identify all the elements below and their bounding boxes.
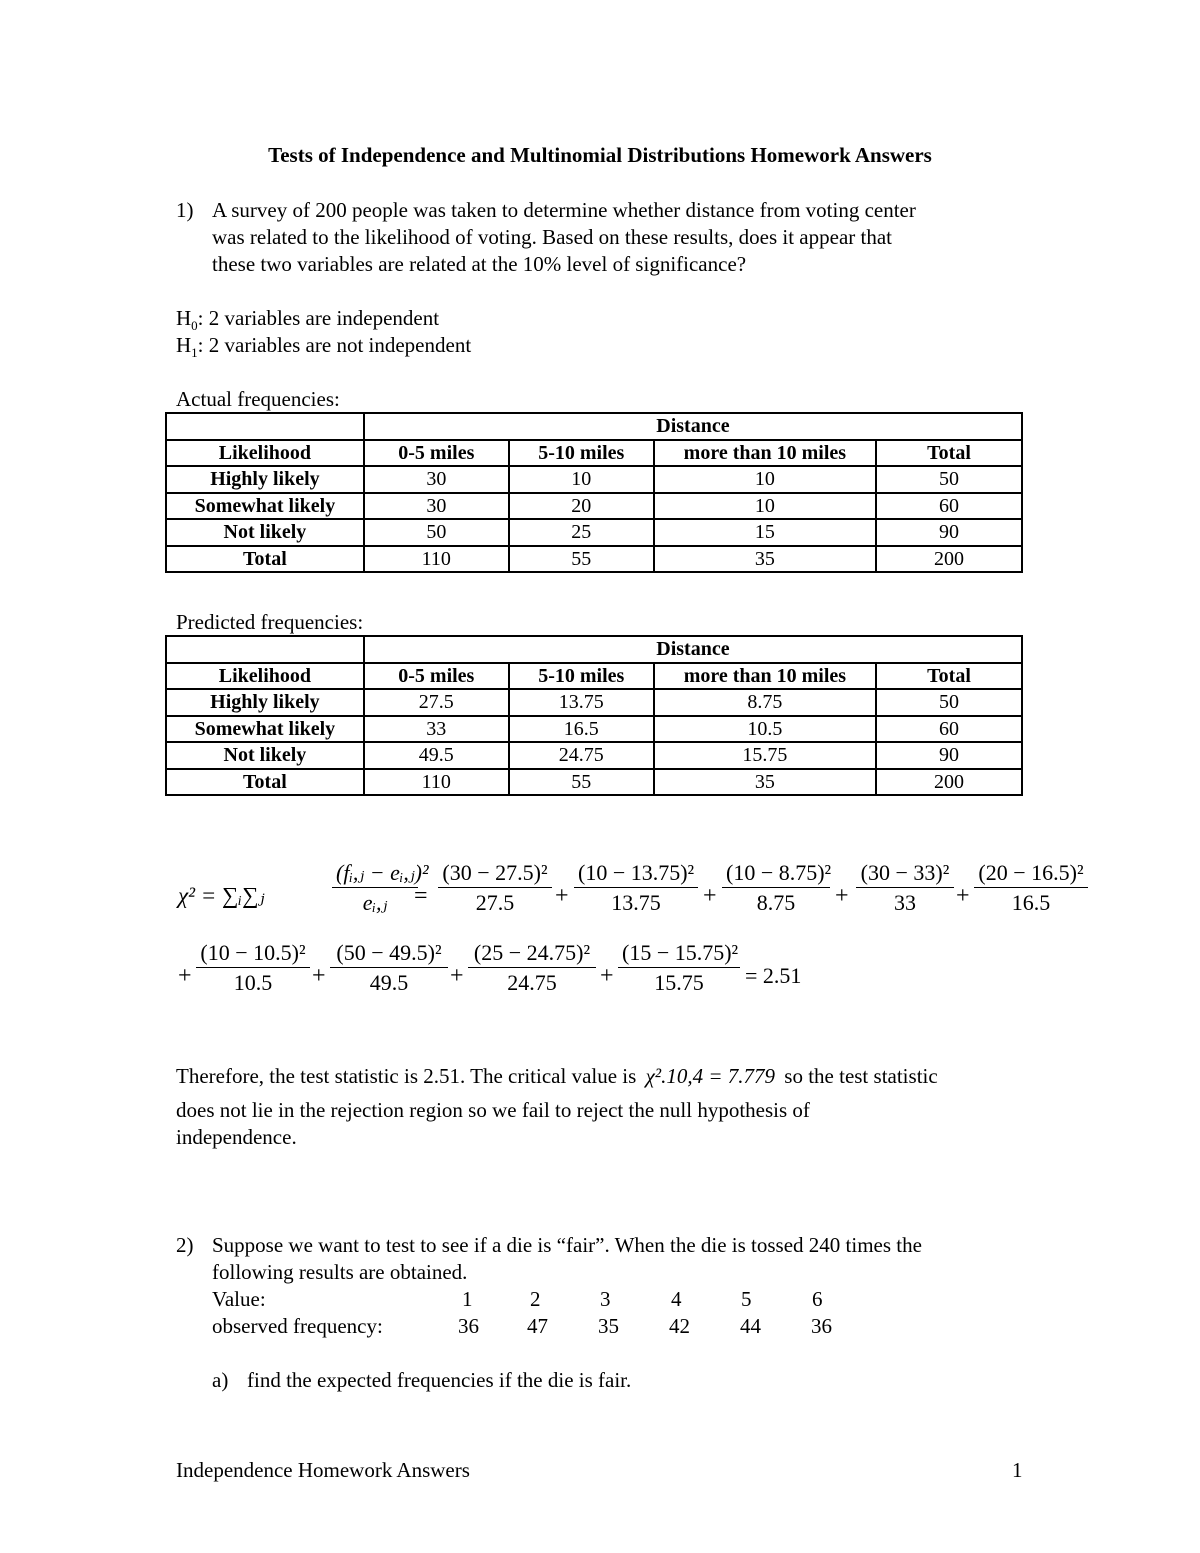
fraction-term: [330, 940, 448, 996]
plus-sign: +: [178, 963, 192, 989]
table-cell: 8.75: [654, 689, 876, 716]
table-cell: 200: [876, 546, 1022, 573]
fraction-bar: [722, 887, 830, 888]
fraction-term: [574, 860, 698, 916]
fraction-general: [332, 860, 429, 916]
table-cell: 13.75: [509, 689, 654, 716]
fraction-denominator: 24.75: [507, 970, 557, 995]
table-row: [166, 742, 1022, 769]
observed-frequency: 47: [527, 1314, 548, 1338]
table-header-row: [166, 413, 1022, 440]
table-cell: 27.5: [364, 689, 509, 716]
table-row: [166, 716, 1022, 743]
table-cell: 10: [654, 493, 876, 520]
critical-value: χ².10,4 = 7.779: [645, 1064, 776, 1088]
die-value: 5: [741, 1287, 752, 1311]
table-cell: 24.75: [509, 742, 654, 769]
fraction-numerator: (10 − 10.5)²: [200, 940, 306, 965]
fraction-term: [438, 860, 552, 916]
column-header: 5-10 miles: [509, 440, 654, 467]
table-cell: 50: [876, 689, 1022, 716]
table-cell: 30: [364, 493, 509, 520]
column-header: Total: [876, 440, 1022, 467]
die-value: 2: [530, 1287, 541, 1311]
actual-frequencies-table: [165, 412, 1023, 573]
table-header-row: [166, 663, 1022, 690]
fraction-denominator: 49.5: [369, 970, 409, 995]
part-a-label: a): [212, 1368, 229, 1392]
question-1-text: [212, 197, 1032, 278]
table-cell: 10: [654, 466, 876, 493]
column-header: more than 10 miles: [654, 663, 876, 690]
table-row: [166, 519, 1022, 546]
column-header: 0-5 miles: [364, 440, 509, 467]
die-value: 6: [812, 1287, 823, 1311]
fraction-denominator: 8.75: [756, 890, 796, 915]
column-header: 5-10 miles: [509, 663, 654, 690]
row-label: observed frequency:: [212, 1314, 383, 1338]
plus-sign: +: [450, 963, 464, 989]
distance-group-header: Distance: [364, 636, 1022, 663]
plus-sign: +: [312, 963, 326, 989]
fraction-bar: [856, 887, 954, 888]
table-row: [166, 546, 1022, 573]
fraction-numerator: (30 − 27.5)²: [442, 860, 548, 885]
question-1-line: these two variables are related at the 10% level of significance?: [212, 252, 747, 276]
fraction-numerator: (15 − 15.75)²: [622, 940, 739, 965]
question-2-number: 2): [176, 1233, 194, 1257]
fraction-bar: [330, 967, 448, 968]
fraction-term: [856, 860, 954, 916]
fraction-denominator: 10.5: [233, 970, 273, 995]
column-header: more than 10 miles: [654, 440, 876, 467]
plus-sign: +: [956, 883, 970, 909]
table-header-row: [166, 636, 1022, 663]
fraction-bar: [332, 887, 418, 888]
die-value-row: [0, 1286, 1200, 1313]
plus-sign: +: [555, 883, 569, 909]
column-header: 0-5 miles: [364, 663, 509, 690]
conclusion-line-3: independence.: [176, 1125, 297, 1149]
table-row: [166, 493, 1022, 520]
distance-group-header: Distance: [364, 413, 1022, 440]
conclusion-line-1: [176, 1063, 938, 1090]
fraction-bar: [974, 887, 1088, 888]
row-header: Somewhat likely: [166, 716, 364, 743]
fraction-numerator: (10 − 13.75)²: [578, 860, 695, 885]
row-header: Not likely: [166, 519, 364, 546]
table-cell: 49.5: [364, 742, 509, 769]
table-cell: 60: [876, 493, 1022, 520]
conclusion-line-2: does not lie in the rejection region so we fail to reject the null hypothesis of: [176, 1098, 810, 1122]
row-header: Highly likely: [166, 689, 364, 716]
conclusion-text: Therefore, the test statistic is 2.51. The critical value is: [176, 1064, 637, 1088]
formula-lhs: χ² = ∑ᵢ∑ⱼ: [178, 883, 265, 908]
formula-result: = 2.51: [745, 963, 802, 988]
conclusion-text: so the test statistic: [784, 1064, 938, 1088]
fraction-numerator: (30 − 33)²: [860, 860, 950, 885]
actual-frequencies-caption: Actual frequencies:: [176, 387, 340, 411]
fraction-denominator: 15.75: [654, 970, 704, 995]
observed-frequency: 36: [811, 1314, 832, 1338]
question-1-number: 1): [176, 198, 194, 222]
row-header: Total: [166, 769, 364, 796]
table-header-row: [166, 440, 1022, 467]
table-row: [166, 689, 1022, 716]
hypothesis-alternative: $H_1$: 2 variables are not independent: [176, 333, 472, 361]
plus-sign: +: [835, 883, 849, 909]
question-2-line: Suppose we want to test to see if a die is “fair”. When the die is tossed 240 times the: [212, 1233, 922, 1257]
fraction-bar: [196, 967, 310, 968]
table-row: [166, 769, 1022, 796]
question-2-line: following results are obtained.: [212, 1260, 468, 1284]
row-header: Total: [166, 546, 364, 573]
table-cell: 90: [876, 519, 1022, 546]
fraction-denominator: 16.5: [1011, 890, 1051, 915]
fraction-bar: [438, 887, 552, 888]
equals-sign: =: [414, 883, 428, 909]
table-cell: 20: [509, 493, 654, 520]
fraction-numerator: (20 − 16.5)²: [978, 860, 1084, 885]
die-value: 1: [462, 1287, 473, 1311]
observed-frequency: 36: [458, 1314, 479, 1338]
table-cell: 55: [509, 546, 654, 573]
table-cell: 10: [509, 466, 654, 493]
fraction-bar: [468, 967, 596, 968]
fraction-term: [196, 940, 310, 996]
table-cell: 33: [364, 716, 509, 743]
question-1-line: A survey of 200 people was taken to determine whether distance from voting center: [212, 198, 916, 222]
predicted-frequencies-caption: Predicted frequencies:: [176, 610, 364, 634]
table-cell: 200: [876, 769, 1022, 796]
table-cell: 60: [876, 716, 1022, 743]
fraction-term: [468, 940, 596, 996]
table-cell: 15: [654, 519, 876, 546]
plus-sign: +: [703, 883, 717, 909]
observed-frequency: 44: [740, 1314, 761, 1338]
fraction-numerator: (25 − 24.75)²: [473, 940, 591, 965]
table-cell: 16.5: [509, 716, 654, 743]
observed-frequency: 35: [598, 1314, 619, 1338]
table-cell: 30: [364, 466, 509, 493]
table-cell: 50: [876, 466, 1022, 493]
die-value: 4: [671, 1287, 682, 1311]
table-cell: 35: [654, 769, 876, 796]
fraction-numerator: (50 − 49.5)²: [336, 940, 442, 965]
row-label: Value:: [212, 1287, 266, 1311]
footer-title: Independence Homework Answers: [176, 1458, 470, 1482]
page-number: 1: [1012, 1458, 1023, 1482]
column-header: Likelihood: [166, 440, 364, 467]
question-2-text: [212, 1232, 1052, 1286]
part-a-text: find the expected frequencies if the die is fair.: [247, 1368, 632, 1392]
column-header: Likelihood: [166, 663, 364, 690]
table-cell: 10.5: [654, 716, 876, 743]
hypothesis-null: $H_0$: 2 variables are independent: [176, 306, 440, 334]
row-header: Somewhat likely: [166, 493, 364, 520]
fraction-denominator: 27.5: [475, 890, 515, 915]
table-cell: 15.75: [654, 742, 876, 769]
fraction-term: [618, 940, 740, 996]
table-cell: 35: [654, 546, 876, 573]
table-cell: 90: [876, 742, 1022, 769]
predicted-frequencies-table: [165, 635, 1023, 796]
table-cell: 55: [509, 769, 654, 796]
observed-frequency-row: [0, 1313, 1200, 1340]
fraction-numerator: (fᵢ,ⱼ − eᵢ,ⱼ)²: [336, 860, 429, 885]
table-cell: 25: [509, 519, 654, 546]
fraction-term: [722, 860, 830, 916]
table-cell: 110: [364, 546, 509, 573]
fraction-bar: [618, 967, 740, 968]
table-corner-cell: [166, 413, 364, 440]
die-value: 3: [600, 1287, 611, 1311]
fraction-denominator: 33: [894, 890, 916, 915]
table-corner-cell: [166, 636, 364, 663]
fraction-bar: [574, 887, 698, 888]
plus-sign: +: [600, 963, 614, 989]
page-title: Tests of Independence and Multinomial Distributions Homework Answers: [268, 143, 932, 167]
observed-frequency: 42: [669, 1314, 690, 1338]
table-cell: 110: [364, 769, 509, 796]
row-header: Highly likely: [166, 466, 364, 493]
fraction-term: [974, 860, 1088, 916]
question-1-line: was related to the likelihood of voting. Based on these results, does it appear that: [212, 225, 892, 249]
table-cell: 50: [364, 519, 509, 546]
table-row: [166, 466, 1022, 493]
fraction-denominator: 13.75: [611, 890, 661, 915]
fraction-denominator: eᵢ,ⱼ: [362, 890, 388, 915]
row-header: Not likely: [166, 742, 364, 769]
column-header: Total: [876, 663, 1022, 690]
fraction-numerator: (10 − 8.75)²: [726, 860, 832, 885]
